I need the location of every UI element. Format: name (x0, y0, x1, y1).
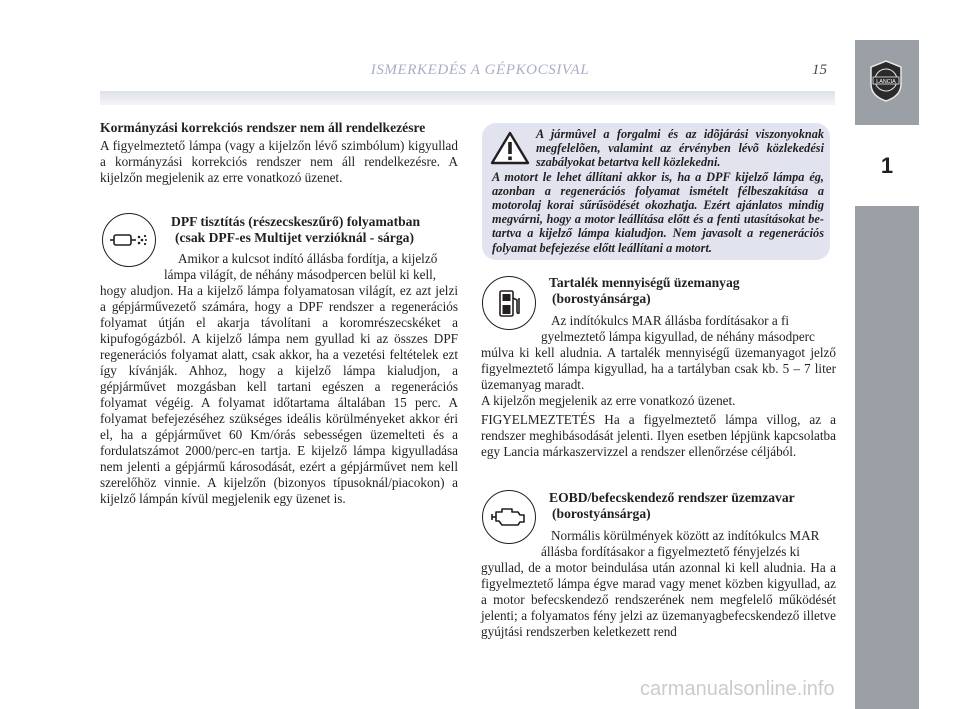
section-body-dpf-indent2: lámpa világít, de néhány másodpercen belül ki kell, (164, 267, 437, 282)
warning-text (492, 127, 824, 255)
warning-text-rest: A motort le lehet állítani akkor is, ha a DPF kijelző lámpa ég, azonban a regenerációs folyamat ismételt félbeszakítása a motorolaj korai sűrűsödését okozhatja. Ezért ajánlatos mindig megvárni, hogy a motor leállítása előtt és a fenti utasításokat betartva a kijelző lámpa kialudjon. Nem javasolt a regenerációs folyamat befejezése előtt leállítani a motort. (492, 169, 824, 255)
header-rule (100, 91, 835, 105)
watermark: carmanualsonline.info (640, 678, 835, 700)
section-heading-fuel-line1: Tartalék mennyiségű üzemanyag (549, 275, 740, 290)
section-heading-eobd-line2: (borostyánsárga) (552, 506, 651, 521)
section-body-eobd: gyullad, de a motor beindulása után azonnal ki kell aludnia. Ha a figyelmeztető lámpa égve marad vagy menet közben kigyullad, az a motor befecskendező rendszerének nem megfelelő működését jelenti; a folyamatos fény jelzi az üzemanyagbefecskendező illetve gyújtási rendszerben keletkezett rend (481, 560, 836, 639)
section-body-fuel-message: A kijelzőn megjelenik az erre vonatkozó üzenet. (481, 393, 736, 408)
chapter-number: 1 (880, 152, 894, 178)
section-heading-fuel-line2: (borostyánsárga) (552, 291, 651, 306)
warning-text-lead: A jármûvel a forgalmi és az idõjárási viszonyoknak megfelelõen, valamint az érvényben lévõ közlekedési szabályokat betartva kell közlekedni. (536, 127, 824, 170)
section-body-fuel: múlva ki kell aludnia. A tartalék mennyiségű üzemanyagot jelző figyelmeztető lámpa kigyullad, ha a tartályban csak kb. 5 – 7 liter üzemanyag maradt. (481, 345, 836, 392)
section-heading-dpf-line2: (csak DPF-es Multijet verzióknál - sárga) (175, 230, 414, 245)
running-header-title: ISMERKEDÉS A GÉPKOCSIVAL (370, 62, 590, 78)
section-body-eobd-indent1: Normális körülmények között az indítókulcs MAR (551, 528, 820, 543)
section-body-fuel-indent1: Az indítókulcs MAR állásba fordításakor a fi (551, 313, 790, 328)
section-body-eobd-indent2: állásba fordításakor a figyelmeztető fényjelzés ki (541, 544, 800, 559)
section-heading-steering: Kormányzási korrekciós rendszer nem áll rendelkezésre (100, 120, 426, 135)
section-body-dpf: hogy aludjon. Ha a kijelző lámpa folyamatosan világít, ez azt jelzi a gépjárművezető számára, hogy a DPF rendszer a regenerációs folyamat útján el akarja távolítani a koromrészecskéket a kipufogógázból. A kijelző lámpa nem gyullad ki az összes DPF regenerációs folyamat alatt, csak akkor, ha a vezetési feltételek ezt így kívánják. Ahhoz, hogy a kijelző lámpa kialudjon, a gépjárművet mozgásban kell tartani egészen a regenerációs folyamat végéig. A folyamat időtartama általában 15 perc. A folyamat befejezéséhez szükséges ideális körülményeket akkor éri el, ha a gépjárművet 60 Km/órás sebességen üzemelteti és a fordulatszámot 2000/perc-en tartja. E kijelző lámpa kigyulladása nem jelenti a gépjármű károsodását, ezért a gépjárművet nem kell szerelőhöz vinnie. A kijelzőn (bizonyos típusoknál/piacokon) a kijelző lámpán kívül megjelenik egy üzenet is. (100, 283, 458, 506)
page-number: 15 (812, 62, 827, 78)
logo-box (855, 40, 919, 124)
sidebar-strip (855, 206, 919, 709)
chapter-sidebar (855, 40, 919, 709)
section-body-dpf-indent1: Amikor a kulcsot indító állásba fordítja, a kijelző (178, 251, 438, 266)
section-body-fuel-indent2: gyelmeztető lámpa kigyullad, de néhány másodperc (541, 329, 815, 344)
section-body-steering: A figyelmeztető lámpa (vagy a kijelzőn lévő szimbólum) kigyullad a kormányzási korrekciós rendszer nem áll rendelkezésre. A kijelzőn megjelenik az erre vonatkozó üzenet. (100, 138, 458, 185)
engine-check-icon (482, 490, 536, 544)
section-heading-dpf-line1: DPF tisztítás (részecskeszűrő) folyamatban (171, 214, 421, 229)
logo-text: LANCIA (876, 78, 896, 85)
dpf-icon (102, 213, 156, 267)
fuel-warning-note: FIGYELMEZTETÉS Ha a figyelmeztető lámpa villog, az a rendszer meghibásodását jelenti. Ilyen esetben lépjünk kapcsolatba egy Lancia márkaszervizzel a rendszer ellenőrzése céljából. (481, 412, 836, 459)
fuel-pump-icon (482, 276, 536, 330)
lancia-logo (869, 60, 903, 102)
section-heading-eobd-line1: EOBD/befecskendező rendszer üzemzavar (549, 490, 795, 505)
chapter-tab[interactable] (855, 125, 919, 206)
